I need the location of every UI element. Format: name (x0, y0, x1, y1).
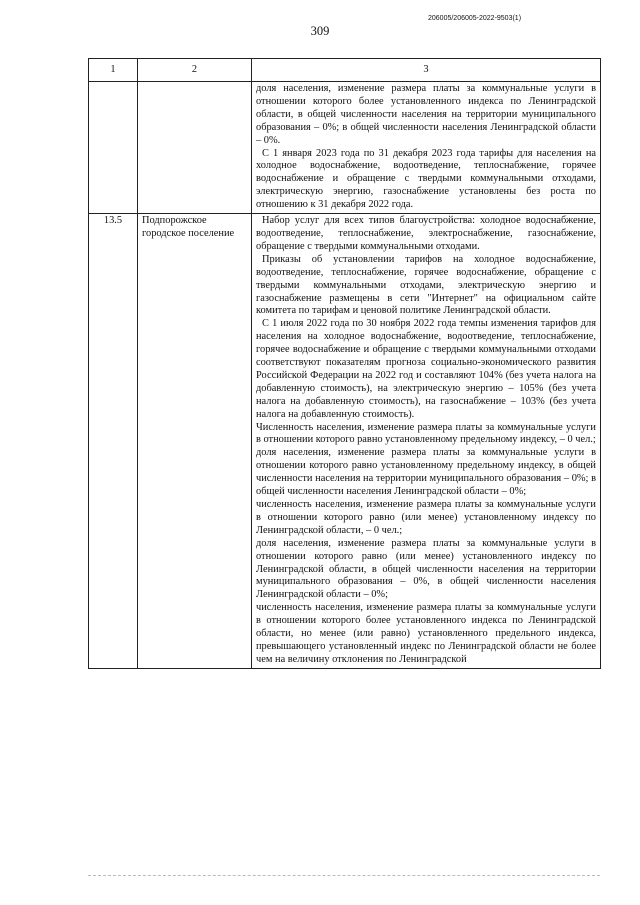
cell-number: 13.5 (89, 214, 138, 669)
tariff-table (88, 58, 601, 669)
paragraph: Численность населения, изменение размера платы за коммунальные услуги в отношении которого равно установленному предельному индексу, – 0 чел.; (256, 421, 596, 446)
column-header-3: 3 (252, 59, 601, 82)
paragraph: Приказы об установлении тарифов на холодное водоснабжение, водоотведение, теплоснабжение, горячее водоснабжение, обращение с твердыми коммунальными отходами, электрическую энергию и газоснабжение размещены в сети "Интернет" на официальном сайте комитета по тарифам и ценовой политике Ленинградской области. (256, 253, 596, 317)
paragraph: доля населения, изменение размера платы за коммунальные услуги в отношении которого равно установленному предельному индексу, в общей численности населения на территории муниципального образования – 0%; в общей численности населения Ленинградской области – 0%; (256, 447, 596, 498)
paragraph: численность населения, изменение размера платы за коммунальные услуги в отношении которого более установленного индекса по Ленинградской области, но менее (или равно) установленного предельного индекса, превышающего установленный индекс по Ленинградской области не более чем на величину отклонения по Ленинградской (256, 602, 596, 665)
cell-description (252, 82, 601, 214)
document-code: 206005/206005-2022-9503(1) (428, 15, 522, 22)
paragraph: Набор услуг для всех типов благоустройства: холодное водоснабжение, водоотведение, теплоснабжение, электроснабжение, газоснабжение, обращение с твердыми коммунальными отходами. (256, 215, 596, 252)
column-header-2: 2 (138, 59, 252, 82)
scan-edge-line (88, 875, 600, 876)
table-row-13-5 (89, 214, 601, 669)
paragraph: численность населения, изменение размера платы за коммунальные услуги в отношении которого равно (или менее) установленному индексу по Ленинградской области, – 0 чел.; (256, 499, 596, 536)
cell-name: Подпорожское городское поселение (138, 214, 252, 669)
table-header-row (89, 59, 601, 82)
paragraph: доля населения, изменение размера платы за коммунальные услуги в отношении которого более установленного индекса по Ленинградской области, в общей численности населения на территории муниципального образования – 0%; в общей численности населения Ленинградской области – 0%. (256, 83, 596, 146)
paragraph: доля населения, изменение размера платы за коммунальные услуги в отношении которого равно (или менее) установленного индексу по Ленинградской области, в общей численности населения на территории муниципального образования – 0%, в общей численности населения Ленинградской области – 0%; (256, 537, 596, 601)
page-number: 309 (310, 24, 330, 38)
cell-number (89, 82, 138, 214)
cell-description (252, 214, 601, 669)
table-row-continued (89, 82, 601, 214)
cell-name (138, 82, 252, 214)
paragraph: С 1 января 2023 года по 31 декабря 2023 года тарифы для населения на холодное водоснабжение, водоотведение, теплоснабжение, горячее водоснабжение и обращение с твердыми коммунальными отходами, электрическую энергию, газоснабжение установлены без роста по отношению к 31 декабря 2022 года. (256, 147, 596, 211)
column-header-1: 1 (89, 59, 138, 82)
paragraph: С 1 июля 2022 года по 30 ноября 2022 года темпы изменения тарифов для населения на холодное водоснабжение, водоотведение, теплоснабжение, горячее водоснабжение и обращение с твердыми коммунальными отходами соответствуют показателям прогноза социально-экономического развития Российской Федерации на 2022 год и составляют 104% (без учета налога на добавленную стоимость), на электрическую энергию – 105% (без учета налога на добавленную стоимость), на газоснабжение – 103% (без учета налога на добавленную стоимость). (256, 318, 596, 420)
